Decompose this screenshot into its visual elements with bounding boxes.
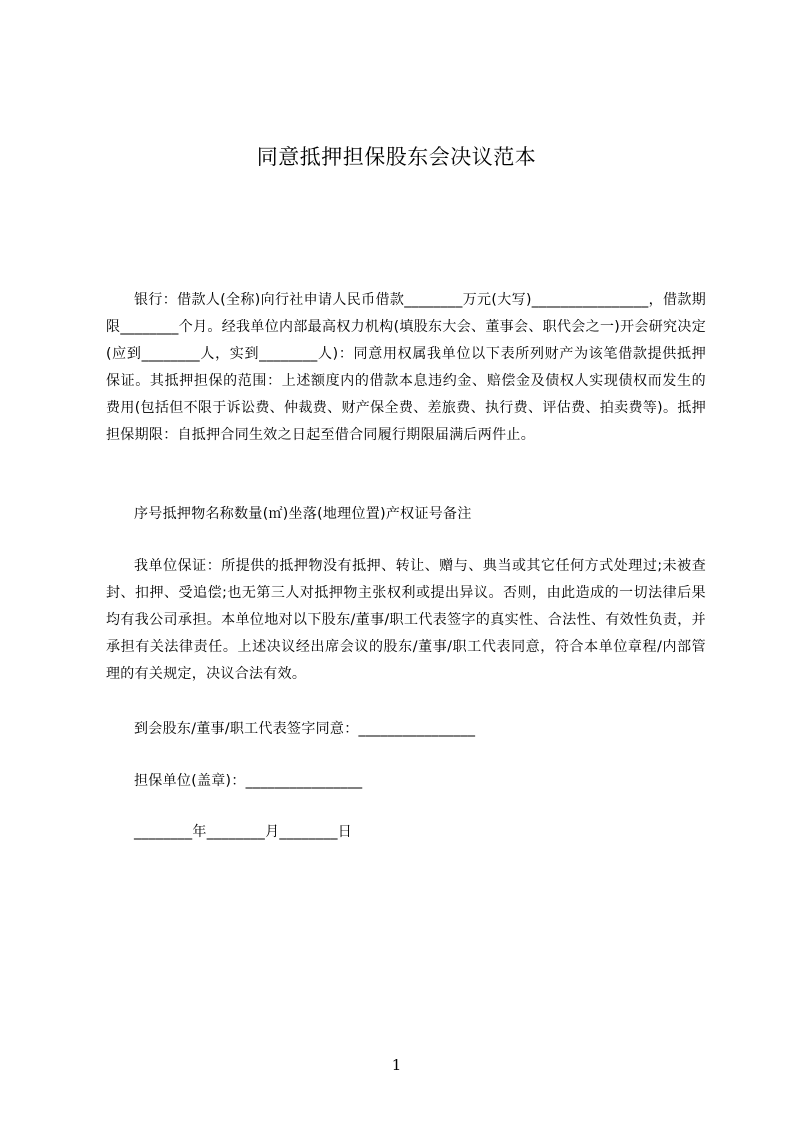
intro-paragraph: 银行：借款人(全称)向行社申请人民币借款________万元(大写)________________，借款期限________个月。经我单位内部最高权力机构(填股东大会、董事会、职代会之一)开会研究决定(应到________人，实到________人)：同意用权属我单位以下表所列财产为该笔借款提供抵押保证。其抵押担保的范围：上述额度内的借款本息违约金、赔偿金及债权人实现债权而发生的费用(包括但不限于诉讼费、仲裁费、财产保全费、差旅费、执行费、评估费、拍卖费等)。抵押担保期限：自抵押合同生效之日起至借合同履行期限届满后两件止。 [106, 292, 706, 443]
collateral-table-header: 序号抵押物名称数量(㎡)坐落(地理位置)产权证号备注 [134, 506, 472, 522]
document-title: 同意抵押担保股东会决议范本 [256, 145, 537, 169]
page-number: 1 [391, 1056, 402, 1074]
guarantor-seal-line: 担保单位(盖章)：________________ [134, 773, 363, 789]
date-line: ________年________月________日 [134, 824, 353, 840]
attendee-signature-line: 到会股东/董事/职工代表签字同意：________________ [134, 721, 476, 737]
guarantee-paragraph: 我单位保证：所提供的抵押物没有抵押、转让、赠与、典当或其它任何方式处理过;未被查封、扣押、受追偿;也无第三人对抵押物主张权利或提出异议。否则，由此造成的一切法律后果均有我公司承担。本单位地对以下股东/董事/职工代表签字的真实性、合法性、有效性负责，并承担有关法律责任。上述决议经出席会议的股东/董事/职工代表同意，符合本单位章程/内部管理的有关规定，决议合法有效。 [106, 558, 706, 682]
